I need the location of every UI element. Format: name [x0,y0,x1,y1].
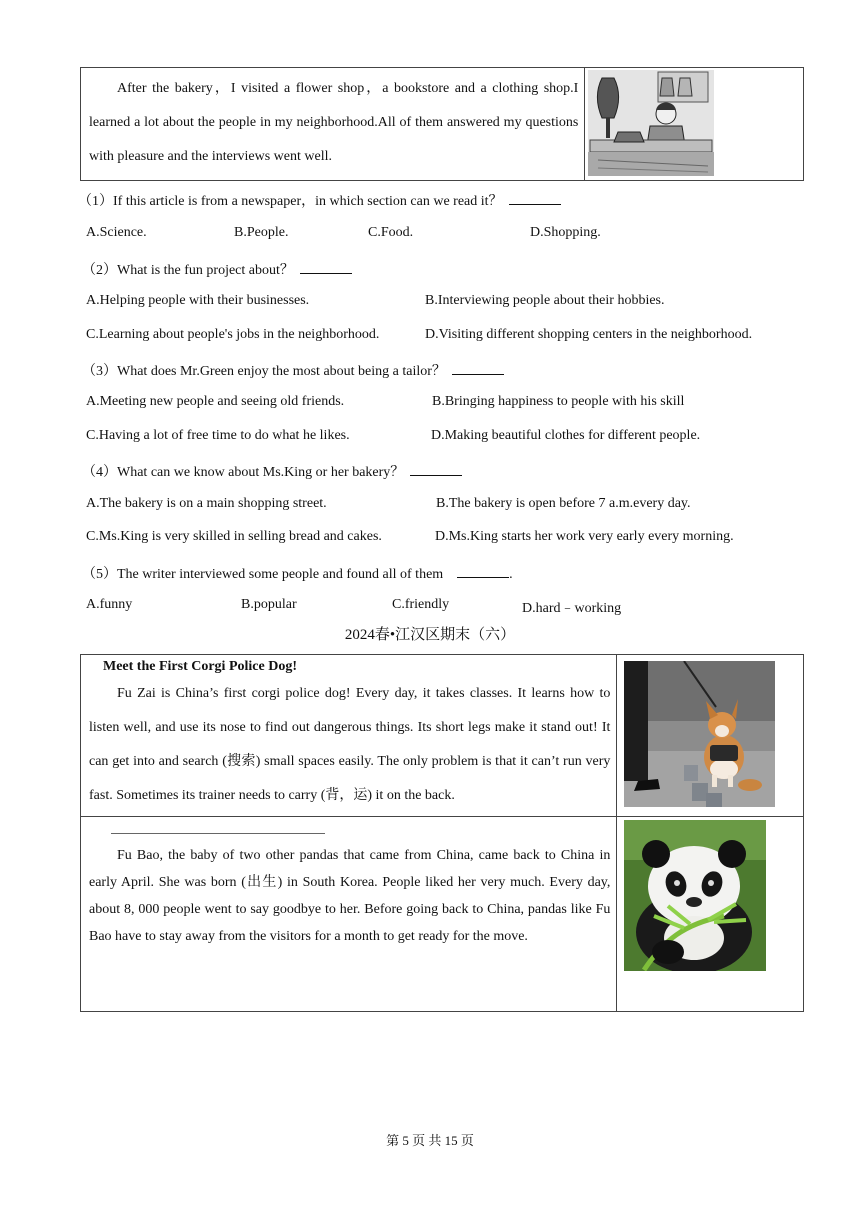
q5-option-d[interactable]: D.hard﹣working [522,601,622,616]
q4-option-b[interactable]: B.The bakery is open before 7 a.m.every day. [436,496,691,511]
panda-text: Fu Bao, the baby of two other pandas that came from China, came back to China in early April. She was born (出生) in South Korea. People liked her very much. Every day, about 8, 000 people went to say goodbye to her. Before going back to China, pandas like Fu Bao have to stay away from the visitors for a month to get ready for the move. [89,848,611,944]
q4-option-d[interactable]: D.Ms.King starts her work very early every morning. [435,529,734,544]
q3-option-a[interactable]: A.Meeting new people and seeing old friends. [86,394,345,409]
q4-option-c[interactable]: C.Ms.King is very skilled in selling bread and cakes. [86,529,382,544]
q3-option-b[interactable]: B.Bringing happiness to people with his skill [432,394,685,409]
question-4-stem: （4）What can we know about Ms.King or her bakery？ [82,465,405,480]
q2-option-c[interactable]: C.Learning about people's jobs in the neighborhood. [86,327,380,342]
question-5 [82,563,513,583]
corgi-photo [624,661,775,807]
answer-blank-2[interactable] [300,261,352,274]
corgi-title: Meet the First Corgi Police Dog! [103,659,297,674]
question-4 [82,461,462,481]
question-1-stem: （1）If this article is from a newspaper，in which section can we read it？ [78,194,503,209]
q3-option-d[interactable]: D.Making beautiful clothes for different people. [431,428,701,443]
panda-text-cell [81,817,617,1012]
answer-blank-3[interactable] [452,362,504,375]
answer-blank-5[interactable] [457,565,509,578]
answer-blank-4[interactable] [410,463,462,476]
question-2-stem: （2）What is the fun project about？ [82,263,294,278]
corgi-text-cell [81,655,617,817]
page-footer: 第 5 页 共 15 页 [386,1133,474,1148]
answer-blank-1[interactable] [509,192,561,205]
q1-option-a[interactable]: A.Science. [86,225,147,240]
question-3 [82,360,504,380]
passage-top-text: After the bakery，I visited a flower shop，a bookstore and a clothing shop.I learned a lot about the people in my neighborhood.All of them answered my questions with pleasure and the interviews went well. [89,81,579,164]
question-3-stem: （3）What does Mr.Green enjoy the most about being a tailor？ [82,364,446,379]
question-1 [78,190,561,210]
q5-option-b[interactable]: B.popular [241,597,297,612]
section-heading: 2024春•江汉区期末（六） [344,627,516,643]
q3-option-c[interactable]: C.Having a lot of free time to do what he likes. [86,428,350,443]
q2-option-b[interactable]: B.Interviewing people about their hobbies. [425,293,665,308]
q1-option-c[interactable]: C.Food. [368,225,414,240]
q1-option-d[interactable]: D.Shopping. [530,225,601,240]
q5-option-a[interactable]: A.funny [86,597,133,612]
q1-option-b[interactable]: B.People. [234,225,289,240]
tailor-illustration [588,70,714,176]
q4-option-a[interactable]: A.The bakery is on a main shopping street. [86,496,327,511]
q2-option-d[interactable]: D.Visiting different shopping centers in the neighborhood. [425,327,753,342]
panda-photo [624,820,766,971]
corgi-text: Fu Zai is China’s first corgi police dog! Every day, it takes classes. It learns how to listen well, and use its nose to find out dangerous things. Its short legs make it stand out! It can get into and search (搜索) small spaces easily. The only problem is that it can’t run very fast. Sometimes its trainer needs to carry (背，运) it on the back. [89,686,611,803]
question-5-stem-end: . [509,567,513,582]
q5-option-c[interactable]: C.friendly [392,597,450,612]
passage-top-cell [81,68,585,181]
q2-option-a[interactable]: A.Helping people with their businesses. [86,293,310,308]
question-2 [82,259,352,279]
question-5-stem: （5）The writer interviewed some people and found all of them [82,567,444,582]
